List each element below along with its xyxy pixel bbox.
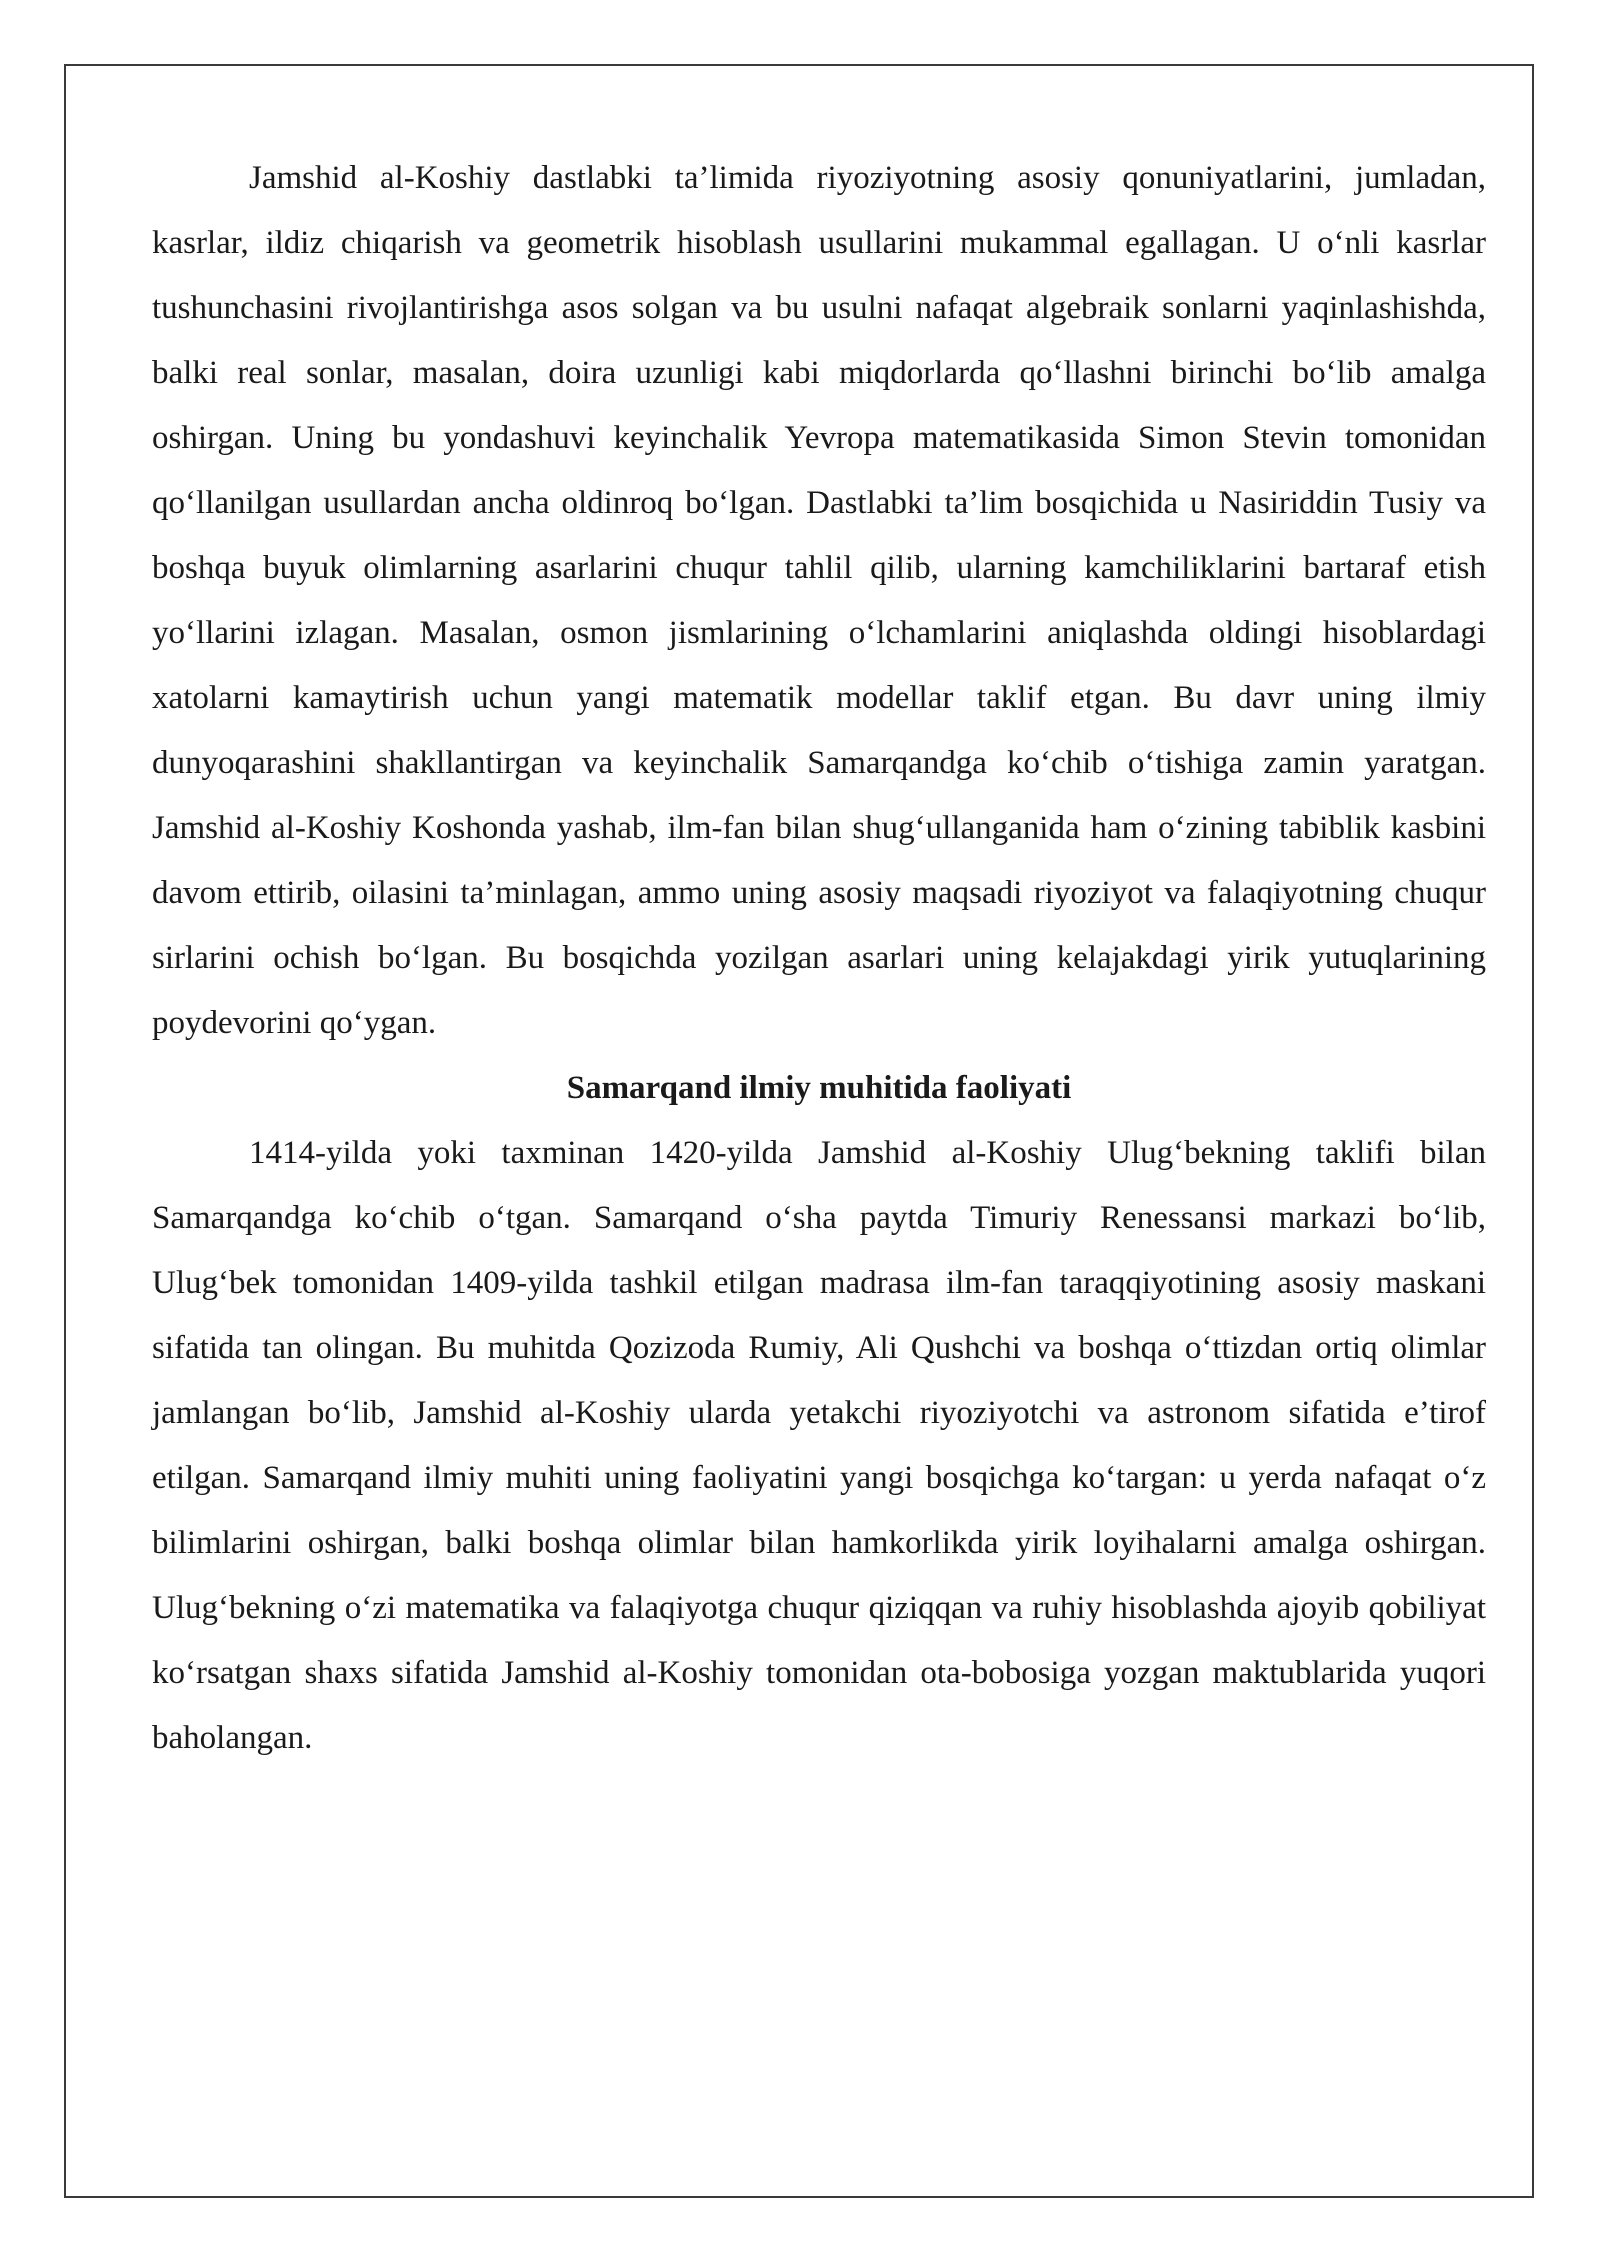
section-heading: Samarqand ilmiy muhitida faoliyati <box>566 1070 1072 1106</box>
paragraph-samarkand-activity: 1414-yilda yoki taxminan 1420-yilda Jamshid al-Koshiy Ulug‘bekning taklifi bilan Samarqandga ko‘chib o‘tgan. Samarqand o‘sha paytda Timuriy Renessansi markazi bo‘lib, Ulug‘bek tomonidan 1409-yilda tashkil etilgan madrasa ilm-fan taraqqiyotining asosiy maskani sifatida tan olingan. Bu muhitda Qozizoda Rumiy, Ali Qushchi va boshqa o‘ttizdan ortiq olimlar jamlangan bo‘lib, Jamshid al-Koshiy ularda yetakchi riyoziyotchi va astronom sifatida e’tirof etilgan. Samarqand ilmiy muhiti uning faoliyatini yangi bosqichga ko‘targan: u yerda nafaqat o‘z bilimlarini oshirgan, balki boshqa olimlar bilan hamkorlikda yirik loyihalarni amalga oshirgan. Ulug‘bekning o‘zi matematika va falaqiyotga chuqur qiziqqan va ruhiy hisoblashda ajoyib qobiliyat ko‘rsatgan shaxs sifatida Jamshid al-Koshiy tomonidan ota-bobosiga yozgan maktublarida yuqori baholangan. <box>152 1135 1486 1756</box>
paragraph-early-education: Jamshid al-Koshiy dastlabki ta’limida riyoziyotning asosiy qonuniyatlarini, jumladan, kasrlar, ildiz chiqarish va geometrik hisoblash usullarini mukammal egallagan. U o‘nli kasrlar tushunchasini rivojlantirishga asos solgan va bu usulni nafaqat algebraik sonlarni yaqinlashishda, balki real sonlar, masalan, doira uzunligi kabi miqdorlarda qo‘llashni birinchi bo‘lib amalga oshirgan. Uning bu yondashuvi keyinchalik Yevropa matematikasida Simon Stevin tomonidan qo‘llanilgan usullardan ancha oldinroq bo‘lgan. Dastlabki ta’lim bosqichida u Nasiriddin Tusiy va boshqa buyuk olimlarning asarlarini chuqur tahlil qilib, ularning kamchiliklarini bartaraf etish yo‘llarini izlagan. Masalan, osmon jismlarining o‘lchamlarini aniqlashda oldingi hisoblardagi xatolarni kamaytirish uchun yangi matematik modellar taklif etgan. Bu davr uning ilmiy dunyoqarashini shakllantirgan va keyinchalik Samarqandga ko‘chib o‘tishiga zamin yaratgan. Jamshid al-Koshiy Koshonda yashab, ilm-fan bilan shug‘ullanganida ham o‘zining tabiblik kasbini davom ettirib, oilasini ta’minlagan, ammo uning asosiy maqsadi riyoziyot va falaqiyotning chuqur sirlarini ochish bo‘lgan. Bu bosqichda yozilgan asarlari uning kelajakdagi yirik yutuqlarining poydevorini qo‘ygan. <box>152 160 1486 1041</box>
document-body <box>152 146 1486 1771</box>
